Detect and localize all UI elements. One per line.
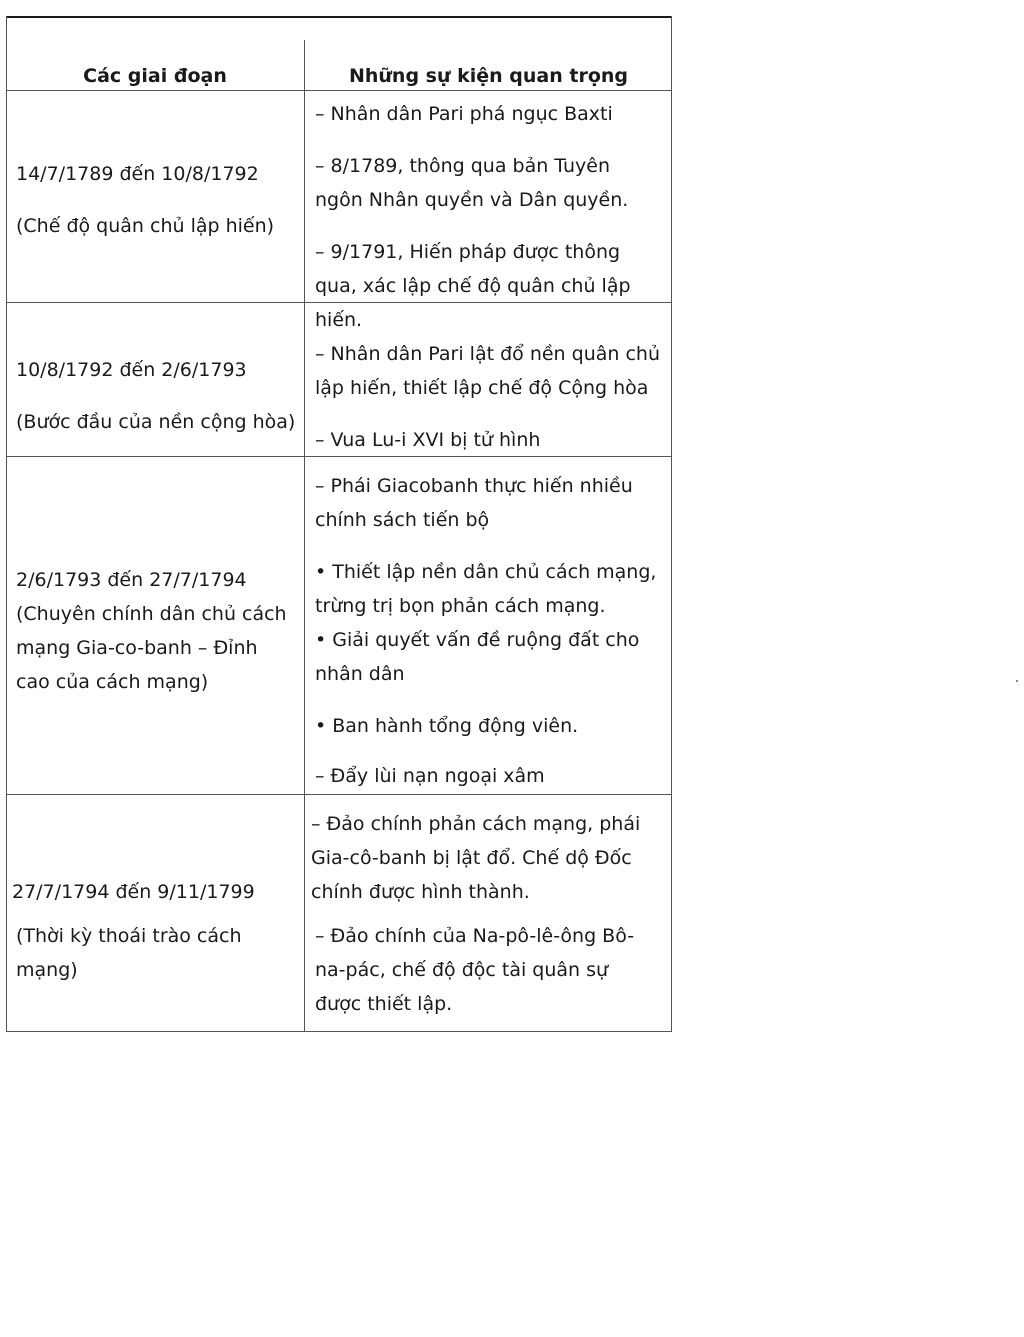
table-row	[6, 794, 672, 1032]
event-item: • Ban hành tổng động viên.	[315, 715, 579, 737]
scan-speck	[1016, 680, 1018, 682]
event-item: • Giải quyết vấn đề ruộng đất cho nhân dân	[315, 629, 640, 685]
header-events: Những sự kiện quan trọng	[348, 65, 629, 87]
event-item: – Nhân dân Pari phá ngục Baxti	[315, 103, 613, 125]
stage-name: (Bước đầu của nền cộng hòa)	[16, 411, 296, 433]
table-row	[6, 302, 672, 457]
events-cell	[305, 457, 672, 795]
event-item: – Phái Giacobanh thực hiến nhiều chính sách tiến bộ	[315, 475, 633, 531]
event-item: • Thiết lập nền dân chủ cách mạng, trừng trị bọn phản cách mạng.	[315, 561, 657, 617]
event-item: – Đảo chính của Na-pô-lê-ông Bô-na-pác, chế độ độc tài quân sự được thiết lập.	[315, 925, 635, 1015]
event-item: – Đảo chính phản cách mạng, phái Gia-cô-banh bị lật đổ. Chế dộ Đốc chính được hình thành.	[311, 813, 641, 903]
event-item: – Vua Lu-i XVI bị tử hình	[315, 429, 541, 451]
table-top-rule	[6, 16, 672, 18]
event-item: – Nhân dân Pari lật đổ nền quân chủ lập hiến, thiết lập chế độ Cộng hòa	[315, 343, 660, 399]
events-cell	[305, 91, 672, 331]
stage-cell	[6, 91, 305, 303]
stage-name: (Chế độ quân chủ lập hiến)	[16, 215, 275, 237]
stage-date: 2/6/1793 đến 27/7/1794	[16, 569, 247, 591]
event-item: – 8/1789, thông qua bản Tuyên ngôn Nhân quyền và Dân quyền.	[315, 155, 629, 211]
event-item: – Đẩy lùi nạn ngoại xâm	[315, 765, 545, 787]
stage-cell	[6, 795, 305, 1031]
stage-cell	[6, 303, 305, 457]
events-cell	[305, 795, 672, 1031]
stage-name: (Thời kỳ thoái trào cách mạng)	[16, 925, 242, 981]
stage-cell	[6, 457, 305, 795]
table-row	[6, 90, 672, 331]
event-item: – 9/1791, Hiến pháp được thông qua, xác lập chế độ quân chủ lập hiến.	[315, 241, 631, 331]
header-stages: Các giai đoạn	[6, 40, 305, 112]
stage-name: (Chuyên chính dân chủ cách mạng Gia-co-banh – Đỉnh cao của cách mạng)	[16, 603, 287, 693]
stage-date: 10/8/1792 đến 2/6/1793	[16, 359, 247, 381]
events-cell	[305, 303, 672, 457]
stage-date: 27/7/1794 đến 9/11/1799	[12, 881, 255, 903]
table-row	[6, 456, 672, 795]
stage-date: 14/7/1789 đến 10/8/1792	[16, 163, 259, 185]
